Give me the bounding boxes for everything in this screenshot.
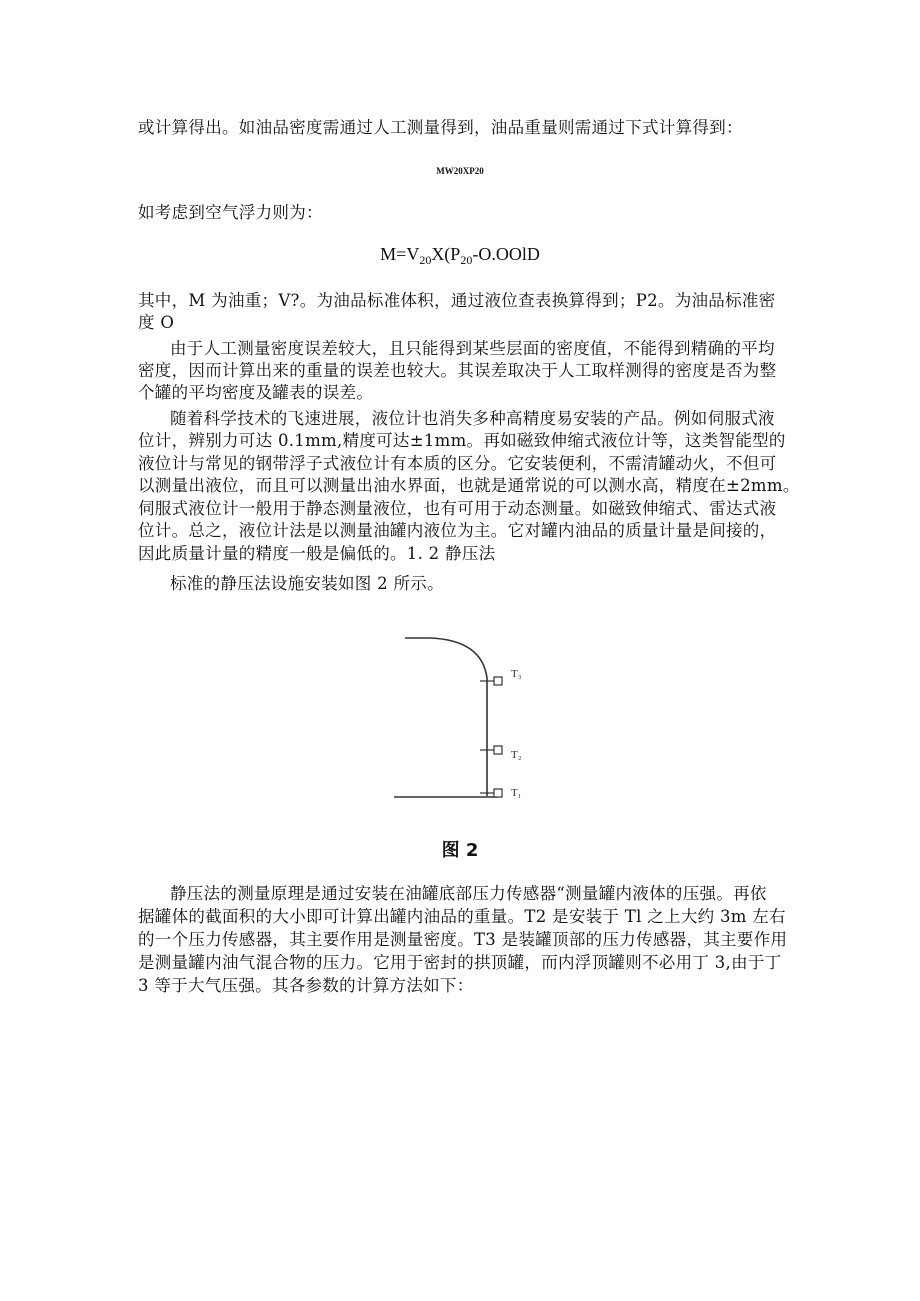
paragraph-line: 密度，因而计算出来的重量的误差也较大。其误差取决于人工取样测得的密度是否为整 bbox=[138, 361, 777, 380]
pressure-sensor-t3-icon bbox=[494, 677, 502, 685]
formula-subscript: 20 bbox=[419, 253, 432, 267]
paragraph-line: 以测量出液位，而且可以测量出油水界面，也就是通常说的可以测水高，精度在±2mm。 bbox=[138, 476, 800, 495]
figure-caption: 图 2 bbox=[441, 840, 479, 861]
sensor-label-t1: T₁ bbox=[511, 787, 522, 799]
paragraph-line: 因此质量计量的精度一般是偏低的。1. 2 静压法 bbox=[138, 544, 496, 563]
paragraph-line: 标准的静压法设施安装如图 2 所示。 bbox=[170, 574, 444, 593]
pressure-sensor-t1-icon bbox=[494, 789, 502, 797]
paragraph-line: 或计算得出。如油品密度需通过人工测量得到，油品重量则需通过下式计算得到： bbox=[138, 118, 743, 137]
formula-subscript: 20 bbox=[460, 253, 473, 267]
formula-buoyancy bbox=[0, 243, 920, 271]
paragraph-line: 的一个压力传感器，其主要作用是测量密度。T3 是装罐顶部的压力传感器，其主要作用 bbox=[138, 930, 788, 949]
paragraph-line: 静压法的测量原理是通过安装在油罐底部压力传感器“测量罐内液体的压强。再依 bbox=[170, 884, 767, 903]
paragraph-line: 位计。总之，液位计法是以测量油罐内液位为主。它对罐内油品的质量计量是间接的， bbox=[138, 521, 777, 540]
paragraph-line: 如考虑到空气浮力则为： bbox=[138, 203, 323, 222]
paragraph-line: 位计，辨别力可达 0.1mm,精度可达±1mm。再如磁致伸缩式液位计等，这类智能型的 bbox=[138, 431, 786, 450]
paragraph-line: 是测量罐内油气混合物的压力。它用于密封的拱顶罐，而内浮顶罐则不必用丁 3,由于丁 bbox=[138, 953, 782, 972]
tank-wall bbox=[405, 638, 487, 796]
paragraph-line: 由于人工测量密度误差较大，且只能得到某些层面的密度值，不能得到精确的平均 bbox=[170, 339, 775, 358]
formula-part: -O.OOlD bbox=[472, 244, 540, 264]
tank-diagram bbox=[390, 628, 540, 808]
sensor-label-t2: T₂ bbox=[511, 749, 522, 761]
formula-part: M=V bbox=[380, 244, 420, 264]
paragraph-line: 度 O bbox=[138, 313, 175, 332]
paragraph-line: 液位计与常见的钢带浮子式液位计有本质的区分。它安装便利，不需清罐动火，不但可 bbox=[138, 454, 777, 473]
formula-weight: MW20XP20 bbox=[436, 166, 484, 176]
sensor-label-t3: T₃ bbox=[511, 668, 522, 680]
paragraph-line: 其中，M 为油重；V?。为油品标准体积，通过液位查表换算得到；P2。为油品标准密 bbox=[138, 291, 776, 310]
paragraph-line: 个罐的平均密度及罐表的误差。 bbox=[138, 383, 374, 402]
formula-part: X(P bbox=[431, 244, 461, 264]
paragraph-line: 3 等于大气压强。其各参数的计算方法如下： bbox=[138, 976, 474, 995]
paragraph-line: 伺服式液位计一般用于静态测量液位，也有可用于动态测量。如磁致伸缩式、雷达式液 bbox=[138, 499, 777, 518]
paragraph-line: 据罐体的截面积的大小即可计算出罐内油品的重量。T2 是安装于 Tl 之上大约 3m 左右 bbox=[138, 907, 786, 926]
paragraph-line: 随着科学技术的飞速进展，液位计也消失多种高精度易安装的产品。例如伺服式液 bbox=[170, 409, 775, 428]
pressure-sensor-t2-icon bbox=[494, 746, 502, 754]
